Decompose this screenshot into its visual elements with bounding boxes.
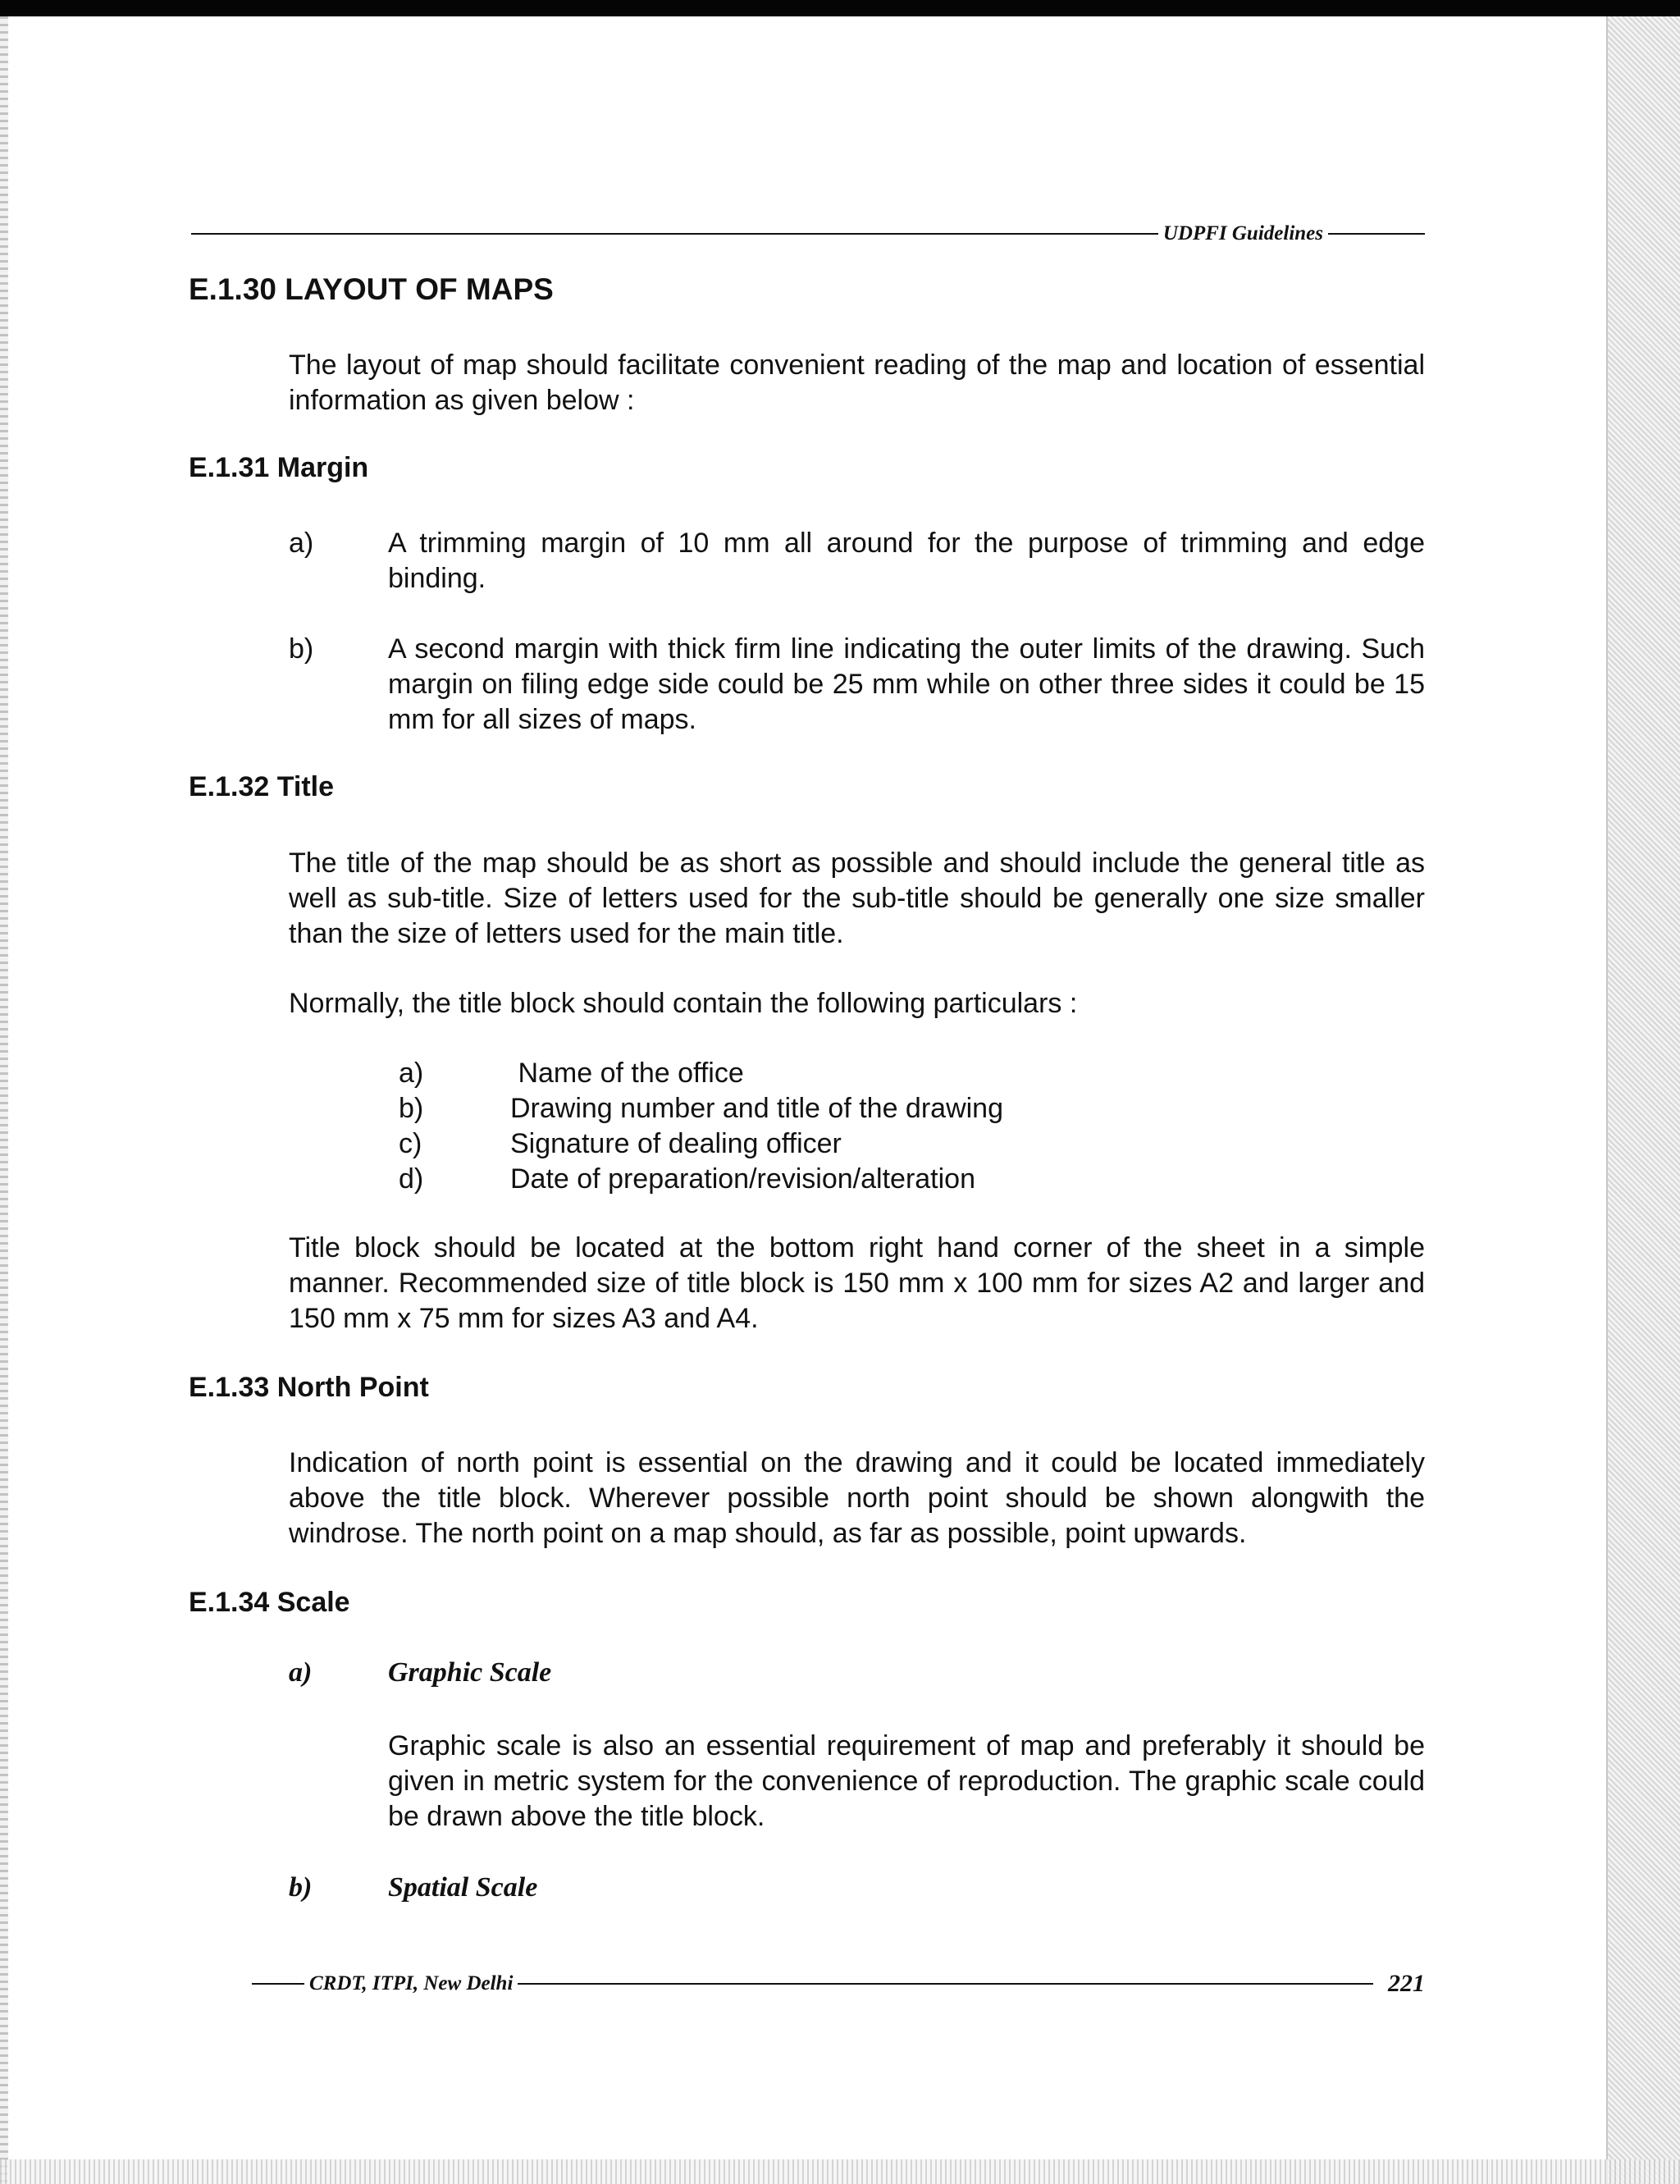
header-rule-right [1328, 233, 1425, 235]
scan-top-border [0, 0, 1680, 16]
margin-item-a-label: a) [289, 528, 314, 559]
running-footer [252, 1969, 1425, 1999]
page-number: 221 [1388, 1970, 1425, 1997]
margin-item-a [289, 526, 1425, 596]
margin-item-b-label: b) [289, 633, 314, 665]
margin-item-a-text: A trimming margin of 10 mm all around for the purpose of trimming and edge binding. [388, 528, 1425, 594]
footer-rule-left [252, 1983, 304, 1985]
title-heading: E.1.32 Title [189, 771, 335, 802]
footer-rule-right [518, 1983, 1373, 1985]
section-title: E.1.30 LAYOUT OF MAPS [189, 272, 554, 306]
section-intro: The layout of map should facilitate convenient reading of the map and location of essential information as given below : [289, 350, 1425, 416]
spatial-scale-heading: b) Spatial Scale [289, 1872, 538, 1903]
list-item: a) Name of the office [399, 1058, 744, 1089]
running-header [191, 222, 1425, 246]
header-rule-left [191, 233, 1158, 235]
footer-source: CRDT, ITPI, New Delhi [309, 1972, 514, 1994]
margin-heading: E.1.31 Margin [189, 452, 369, 483]
margin-item-b [289, 632, 1425, 738]
scan-bottom-edge [0, 2159, 1680, 2184]
north-point-heading: E.1.33 North Point [189, 1372, 429, 1403]
title-para-3: Title block should be located at the bottom right hand corner of the sheet in a simple manner. Recommended size of title block is 150 mm x 100 mm for sizes A2 and larger and 150 mm x 75 mm for sizes A3 and A4. [289, 1232, 1425, 1334]
scan-left-edge [0, 16, 8, 2184]
list-item: d) Date of preparation/revision/alteration [399, 1163, 975, 1195]
title-para-1: The title of the map should be as short as possible and should include the general title as well as sub-title. Size of letters used for the sub-title should be generally one size smaller than the size of letters used for the main title. [289, 848, 1425, 949]
title-para-2: Normally, the title block should contain the following particulars : [289, 988, 1078, 1019]
scale-heading: E.1.34 Scale [189, 1587, 350, 1618]
graphic-scale-text: Graphic scale is also an essential requirement of map and preferably it should be given in metric system for the convenience of reproduction. The graphic scale could be drawn above the title block. [388, 1730, 1425, 1832]
list-item: c) Signature of dealing officer [399, 1128, 842, 1159]
title-block-particulars [399, 1056, 1137, 1197]
north-point-para: Indication of north point is essential on the drawing and it could be located immediately above the title block. Wherever possible north point should be shown alongwith the windrose. The north point on a map should, as far as possible, point upwards. [289, 1447, 1425, 1549]
scan-right-edge [1606, 16, 1680, 2184]
graphic-scale-heading: a) Graphic Scale [289, 1657, 552, 1688]
margin-item-b-text: A second margin with thick firm line indicating the outer limits of the drawing. Such margin on filing edge side could be 25 mm while on other three sides it could be 15 mm for all sizes of maps. [388, 633, 1425, 735]
running-title: UDPFI Guidelines [1162, 222, 1323, 244]
list-item: b) Drawing number and title of the drawing [399, 1093, 1003, 1124]
